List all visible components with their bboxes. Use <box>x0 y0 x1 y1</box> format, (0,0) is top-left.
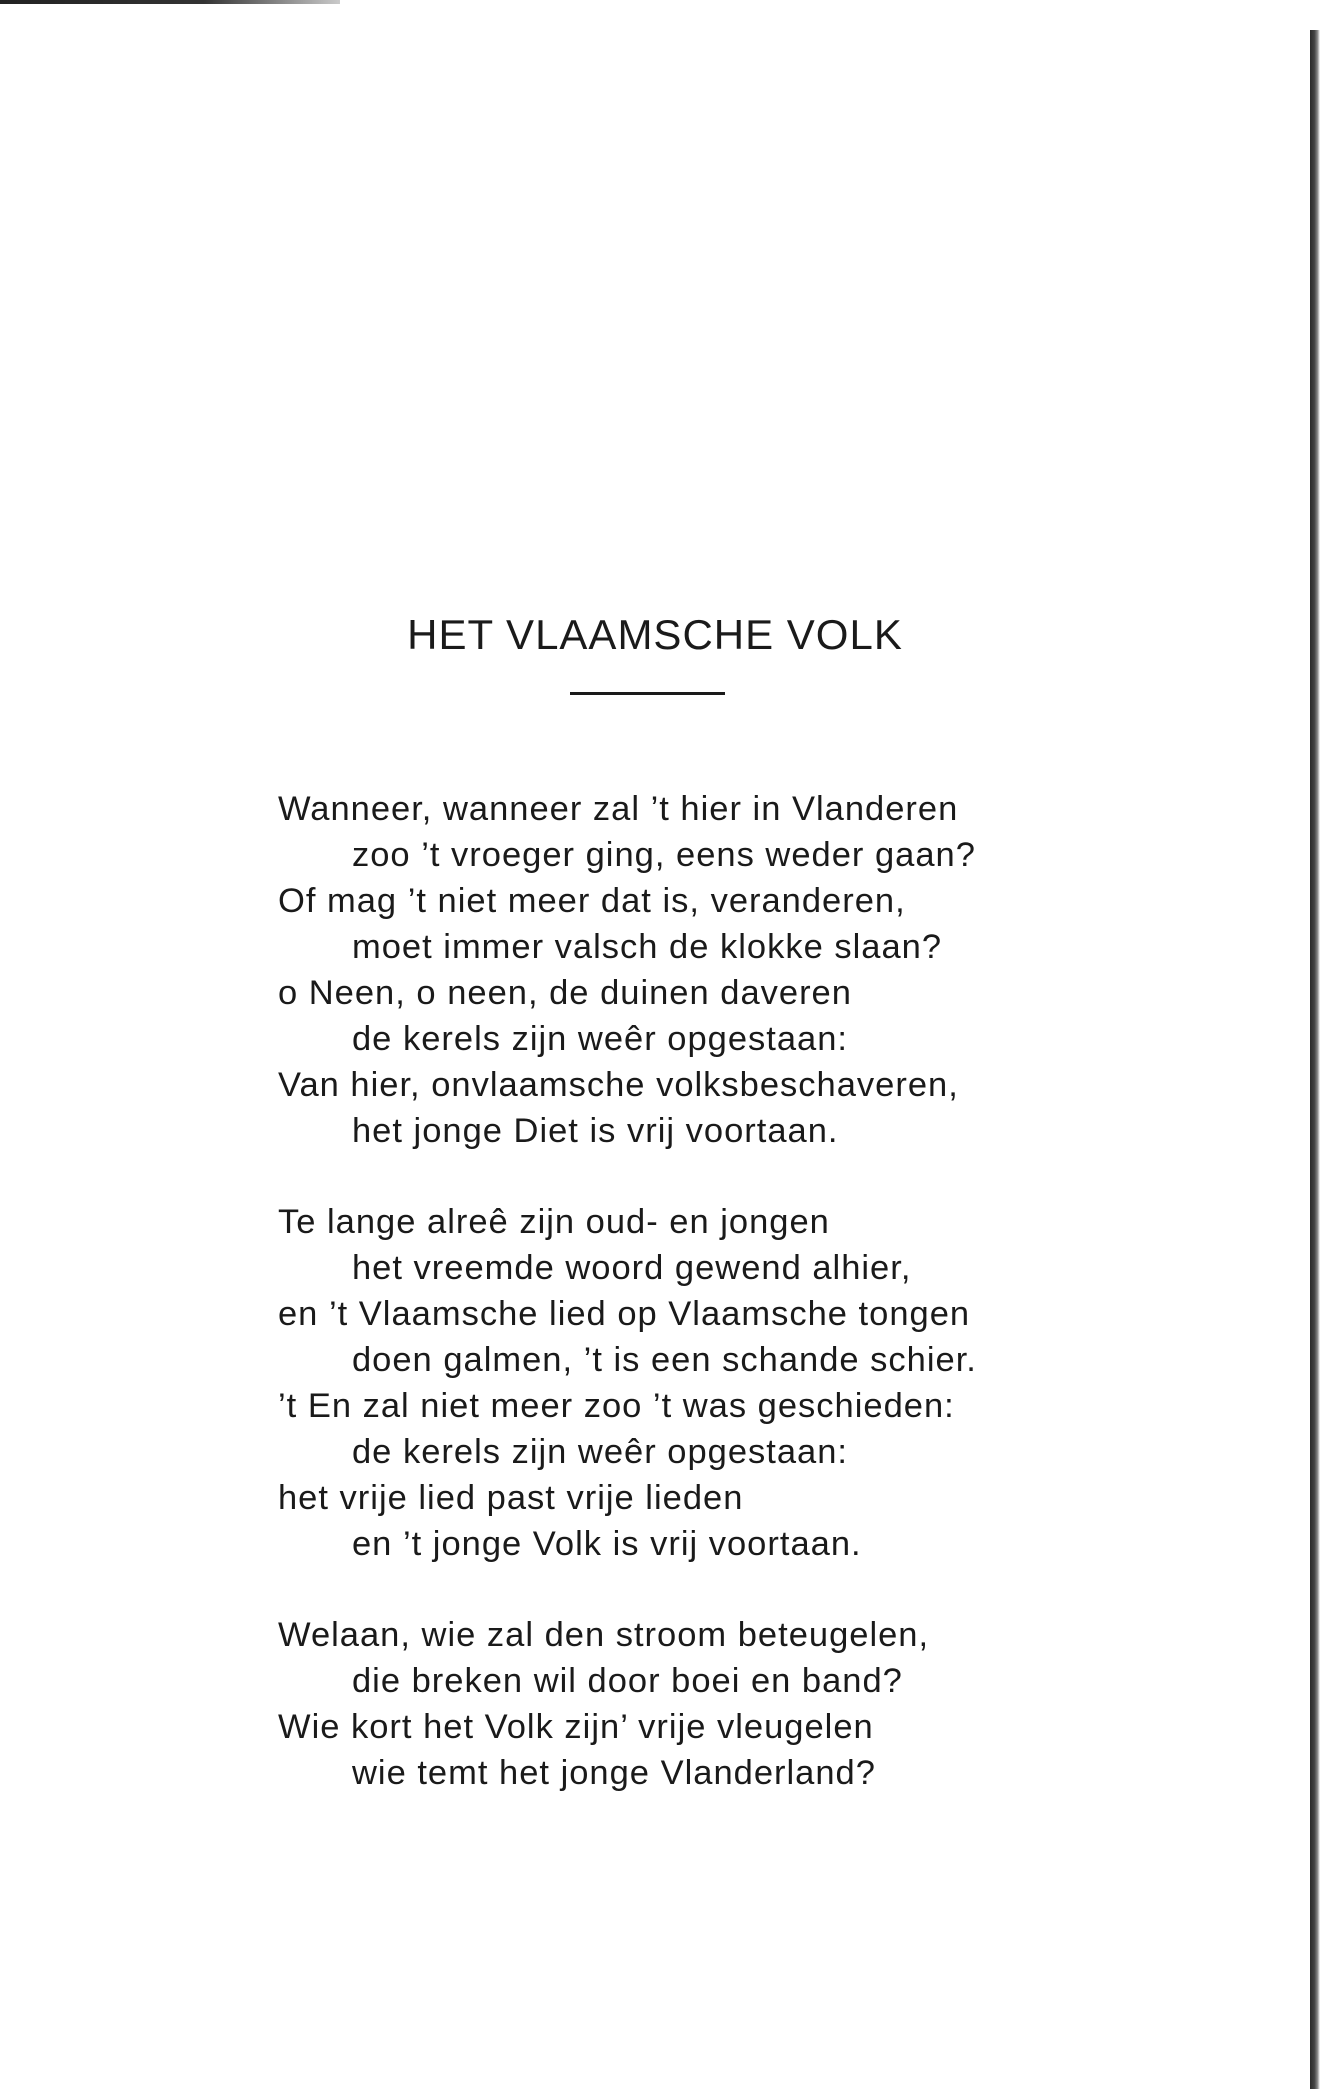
stanza-3 <box>278 1612 1038 1796</box>
poem-line: o Neen, o neen, de duinen daveren <box>278 974 852 1012</box>
poem-line: het jonge Diet is vrij voortaan. <box>352 1112 839 1150</box>
poem-body <box>278 786 1038 1841</box>
poem-line: Wanneer, wanneer zal ’t hier in Vlanderen <box>278 790 959 828</box>
poem-line: en ’t jonge Volk is vrij voortaan. <box>352 1525 862 1563</box>
poem-line: Te lange alreê zijn oud- en jongen <box>278 1203 830 1241</box>
poem-line: Welaan, wie zal den stroom beteugelen, <box>278 1616 930 1654</box>
poem-line: Of mag ’t niet meer dat is, veranderen, <box>278 882 906 920</box>
poem-line: ’t En zal niet meer zoo ’t was geschieden: <box>278 1387 955 1425</box>
stanza-1 <box>278 786 1038 1154</box>
poem-line: moet immer valsch de klokke slaan? <box>352 928 943 966</box>
poem-line: het vrije lied past vrije lieden <box>278 1479 744 1517</box>
poem-line: doen galmen, ’t is een schande schier. <box>352 1341 977 1379</box>
poem-line: Van hier, onvlaamsche volksbeschaveren, <box>278 1066 959 1104</box>
poem-line: het vreemde woord gewend alhier, <box>352 1249 912 1287</box>
poem-line: die breken wil door boei en band? <box>352 1662 903 1700</box>
scan-right-page-edge <box>1310 30 1320 2089</box>
poem-line: zoo ’t vroeger ging, eens weder gaan? <box>352 836 976 874</box>
title-divider <box>570 692 725 695</box>
poem-line: Wie kort het Volk zijn’ vrije vleugelen <box>278 1708 874 1746</box>
poem-line: en ’t Vlaamsche lied op Vlaamsche tongen <box>278 1295 971 1333</box>
poem-line: de kerels zijn weêr opgestaan: <box>352 1433 849 1471</box>
poem-title: HET VLAAMSCHE VOLK <box>407 611 903 659</box>
poem-line: de kerels zijn weêr opgestaan: <box>352 1020 849 1058</box>
poem-line: wie temt het jonge Vlanderland? <box>352 1754 876 1792</box>
scan-top-edge-mark <box>0 0 340 4</box>
stanza-2 <box>278 1199 1038 1567</box>
